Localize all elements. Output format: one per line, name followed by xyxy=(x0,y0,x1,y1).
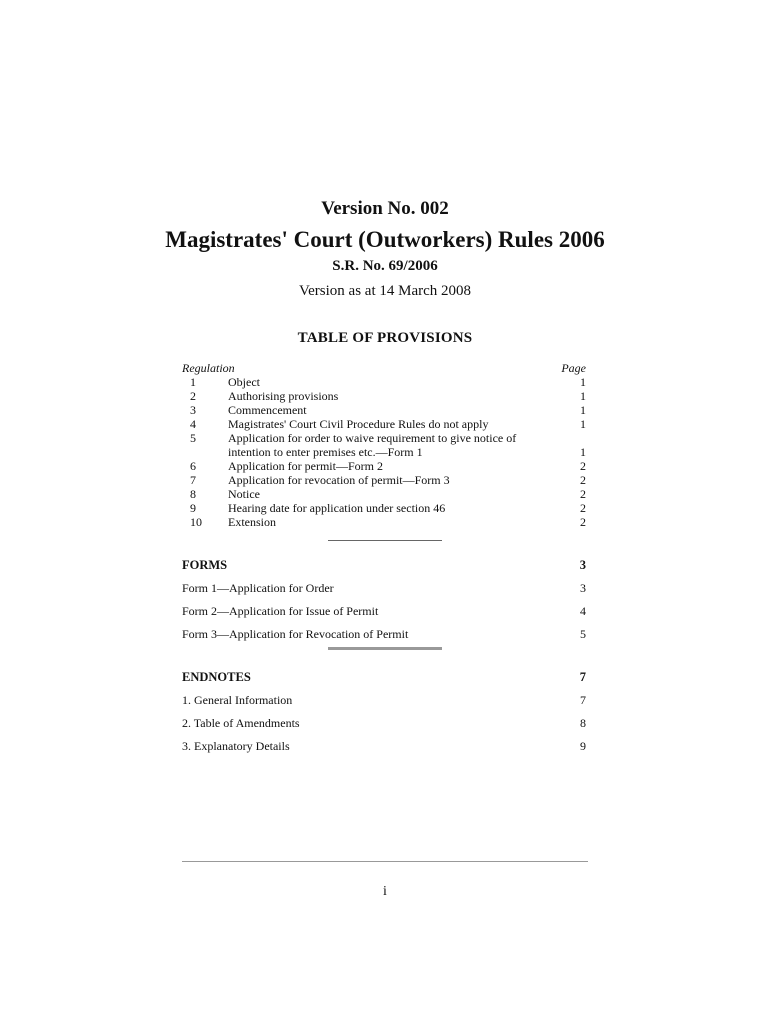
form-page: 4 xyxy=(580,604,586,618)
page-column-heading: Page xyxy=(561,361,586,375)
endnotes-page: 7 xyxy=(579,670,586,684)
endnote-page: 7 xyxy=(580,693,586,707)
regulation-page: 1 xyxy=(580,403,586,417)
list-item[interactable] xyxy=(182,459,586,473)
regulation-number: 9 xyxy=(190,501,196,515)
regulation-page: 2 xyxy=(580,473,586,487)
regulation-number: 2 xyxy=(190,389,196,403)
regulation-page: 1 xyxy=(580,389,586,403)
regulation-number: 1 xyxy=(190,375,196,389)
footer-divider xyxy=(182,861,588,862)
regulation-title: Application for permit—Form 2 xyxy=(228,459,383,473)
regulation-number: 3 xyxy=(190,403,196,417)
regulation-page: 2 xyxy=(580,487,586,501)
regulation-title: Application for revocation of permit—Form 3 xyxy=(228,473,450,487)
forms-heading: FORMS xyxy=(182,558,228,572)
list-item[interactable] xyxy=(182,389,586,403)
page-number: i xyxy=(383,884,387,899)
list-item[interactable] xyxy=(182,375,586,389)
regulation-title: Hearing date for application under section 46 xyxy=(228,501,446,515)
version-number: Version No. 002 xyxy=(321,198,449,219)
regulation-list xyxy=(182,375,586,529)
list-item[interactable] xyxy=(182,604,586,619)
regulation-number: 4 xyxy=(190,417,196,431)
regulation-title: Notice xyxy=(228,487,260,501)
regulation-title: Extension xyxy=(228,515,276,529)
endnote-title: 3. Explanatory Details xyxy=(182,739,290,753)
regulation-title: Commencement xyxy=(228,403,307,417)
list-item[interactable] xyxy=(182,473,586,487)
forms-section xyxy=(182,558,586,642)
form-page: 3 xyxy=(580,581,586,595)
list-item[interactable] xyxy=(182,515,586,529)
regulation-number: 10 xyxy=(190,515,202,529)
regulation-title: Authorising provisions xyxy=(228,389,339,403)
endnote-page: 9 xyxy=(580,739,586,753)
list-item[interactable] xyxy=(182,693,586,708)
list-item[interactable] xyxy=(182,627,586,642)
divider xyxy=(328,647,442,650)
regulation-page: 1 xyxy=(580,445,586,459)
list-item[interactable] xyxy=(182,739,586,754)
list-item[interactable] xyxy=(182,431,586,459)
endnote-page: 8 xyxy=(580,716,586,730)
toc-heading: TABLE OF PROVISIONS xyxy=(297,330,473,346)
forms-heading-row[interactable] xyxy=(182,558,586,573)
form-title: Form 3—Application for Revocation of Permit xyxy=(182,627,409,641)
endnotes-heading-row[interactable] xyxy=(182,670,586,685)
list-item[interactable] xyxy=(182,716,586,731)
regulation-page: 2 xyxy=(580,501,586,515)
document-title: Magistrates' Court (Outworkers) Rules 2006 xyxy=(165,227,605,252)
regulation-title: Application for order to waive requirement to give notice of intention to enter premises etc.—Form 1 xyxy=(228,431,517,459)
version-date: Version as at 14 March 2008 xyxy=(298,283,472,299)
list-item[interactable] xyxy=(182,581,586,596)
regulation-page: 1 xyxy=(580,375,586,389)
regulation-page: 1 xyxy=(580,417,586,431)
regulation-column-heading: Regulation xyxy=(182,361,235,375)
list-item[interactable] xyxy=(182,403,586,417)
regulation-number: 7 xyxy=(190,473,196,487)
forms-page: 3 xyxy=(579,558,586,572)
divider xyxy=(328,540,442,541)
statutory-rule-number: S.R. No. 69/2006 xyxy=(332,258,438,274)
form-title: Form 1—Application for Order xyxy=(182,581,334,595)
regulation-number: 8 xyxy=(190,487,196,501)
regulation-number: 6 xyxy=(190,459,196,473)
endnotes-section xyxy=(182,670,586,754)
regulation-number: 5 xyxy=(190,431,196,445)
regulation-page: 2 xyxy=(580,459,586,473)
regulation-title: Object xyxy=(228,375,260,389)
list-item[interactable] xyxy=(182,417,586,431)
endnotes-heading: ENDNOTES xyxy=(182,670,251,684)
endnote-title: 2. Table of Amendments xyxy=(182,716,300,730)
regulation-title: Magistrates' Court Civil Procedure Rules do not apply xyxy=(228,417,489,431)
form-title: Form 2—Application for Issue of Permit xyxy=(182,604,379,618)
endnote-title: 1. General Information xyxy=(182,693,293,707)
form-page: 5 xyxy=(580,627,586,641)
regulation-page: 2 xyxy=(580,515,586,529)
list-item[interactable] xyxy=(182,487,586,501)
list-item[interactable] xyxy=(182,501,586,515)
